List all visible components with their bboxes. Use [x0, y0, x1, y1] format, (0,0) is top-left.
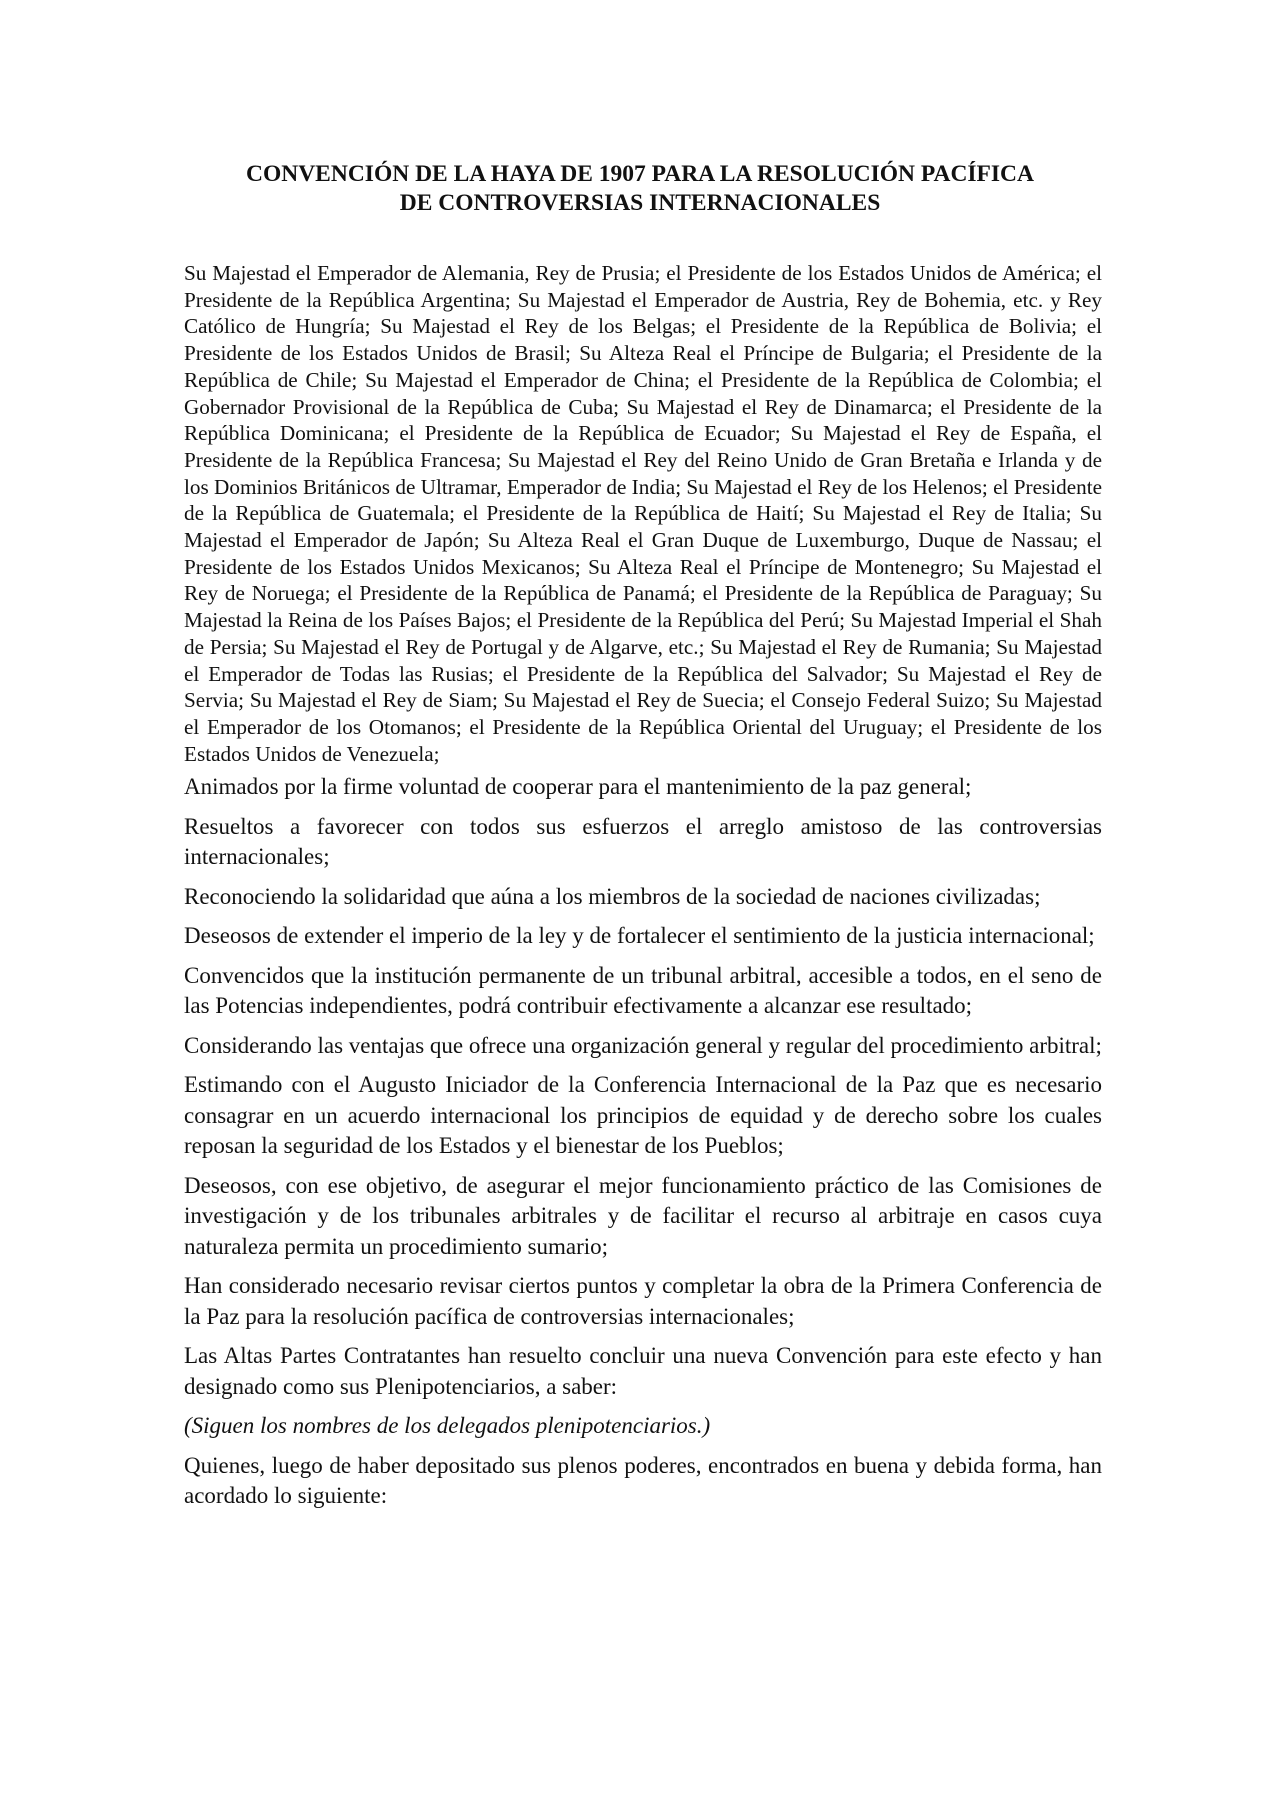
- paragraph-deseosos-extender: Deseosos de extender el imperio de la ley y de fortalecer el sentimiento de la justicia internacional;: [184, 923, 1095, 949]
- title-line-2: DE CONTROVERSIAS INTERNACIONALES: [399, 190, 881, 216]
- paragraph-animados: Animados por la firme voluntad de cooperar para el mantenimiento de la paz general;: [184, 774, 972, 800]
- paragraph-plenipotenciarios-note: (Siguen los nombres de los delegados plenipotenciarios.): [184, 1413, 711, 1439]
- document-title: [150, 160, 1130, 218]
- preamble-paragraph: Su Majestad el Emperador de Alemania, Rey de Prusia; el Presidente de los Estados Unidos de América; el Presidente de la República Argentina; Su Majestad el Emperador de Austria, Rey de Bohemia, etc. y Rey Católico de Hungría; Su Majestad el Rey de los Belgas; el Presidente de la República de Bolivia; el Presidente de los Estados Unidos de Brasil; Su Alteza Real el Príncipe de Bulgaria; el Presidente de la República de Chile; Su Majestad el Emperador de China; el Presidente de la República de Colombia; el Gobernador Provisional de la República de Cuba; Su Majestad el Rey de Dinamarca; el Presidente de la República Dominicana; el Presidente de la República de Ecuador; Su Majestad el Rey de España, el Presidente de la República Francesa; Su Majestad el Rey del Reino Unido de Gran Bretaña e Irlanda y de los Dominios Británicos de Ultramar, Emperador de India; Su Majestad el Rey de los Helenos; el Presidente de la República de Guatemala; el Presidente de la República de Haití; Su Majestad el Rey de Italia; Su Majestad el Emperador de Japón; Su Alteza Real el Gran Duque de Luxemburgo, Duque de Nassau; el Presidente de los Estados Unidos Mexicanos; Su Alteza Real el Príncipe de Montenegro; Su Majestad el Rey de Noruega; el Presidente de la República de Panamá; el Presidente de la República de Paraguay; Su Majestad la Reina de los Países Bajos; el Presidente de la República del Perú; Su Majestad Imperial el Shah de Persia; Su Majestad el Rey de Portugal y de Algarve, etc.; Su Majestad el Rey de Rumania; Su Majestad el Emperador de Todas las Rusias; el Presidente de la República del Salvador; Su Majestad el Rey de Servia; Su Majestad el Rey de Siam; Su Majestad el Rey de Suecia; el Consejo Federal Suizo; Su Majestad el Emperador de los Otomanos; el Presidente de la República Oriental del Uruguay; el Presidente de los Estados Unidos de Venezuela;: [184, 261, 1102, 766]
- paragraph-reconociendo: Reconociendo la solidaridad que aúna a los miembros de la sociedad de naciones civilizadas;: [184, 883, 1041, 909]
- document-body: [184, 260, 1102, 1512]
- paragraph-quienes: Quienes, luego de haber depositado sus plenos poderes, encontrados en buena y debida forma, han acordado lo siguiente:: [184, 1452, 1102, 1509]
- title-line-1: CONVENCIÓN DE LA HAYA DE 1907 PARA LA RESOLUCIÓN PACÍFICA: [245, 161, 1035, 187]
- paragraph-han-considerado: Han considerado necesario revisar ciertos puntos y completar la obra de la Primera Conferencia de la Paz para la resolución pacífica de controversias internacionales;: [184, 1273, 1102, 1329]
- paragraph-resueltos: Resueltos a favorecer con todos sus esfuerzos el arreglo amistoso de las controversias internacionales;: [184, 813, 1102, 870]
- paragraph-considerando: Considerando las ventajas que ofrece una organización general y regular del procedimiento arbitral;: [184, 1032, 1102, 1058]
- paragraph-estimando: Estimando con el Augusto Iniciador de la Conferencia Internacional de la Paz que es necesario consagrar en un acuerdo internacional los principios de equidad y de derecho sobre los cuales reposan la seguridad de los Estados y el bienestar de los Pueblos;: [184, 1072, 1102, 1159]
- paragraph-altas-partes: Las Altas Partes Contratantes han resuelto concluir una nueva Convención para este efecto y han designado como sus Plenipotenciarios, a saber:: [184, 1343, 1102, 1399]
- paragraph-deseosos-asegurar: Deseosos, con ese objetivo, de asegurar el mejor funcionamiento práctico de las Comisiones de investigación y de los tribunales arbitrales y de facilitar el recurso al arbitraje en casos cuya naturaleza permita un procedimiento sumario;: [184, 1172, 1102, 1259]
- paragraph-convencidos: Convencidos que la institución permanente de un tribunal arbitral, accesible a todos, en el seno de las Potencias independientes, podrá contribuir efectivamente a alcanzar ese resultado;: [184, 962, 1102, 1019]
